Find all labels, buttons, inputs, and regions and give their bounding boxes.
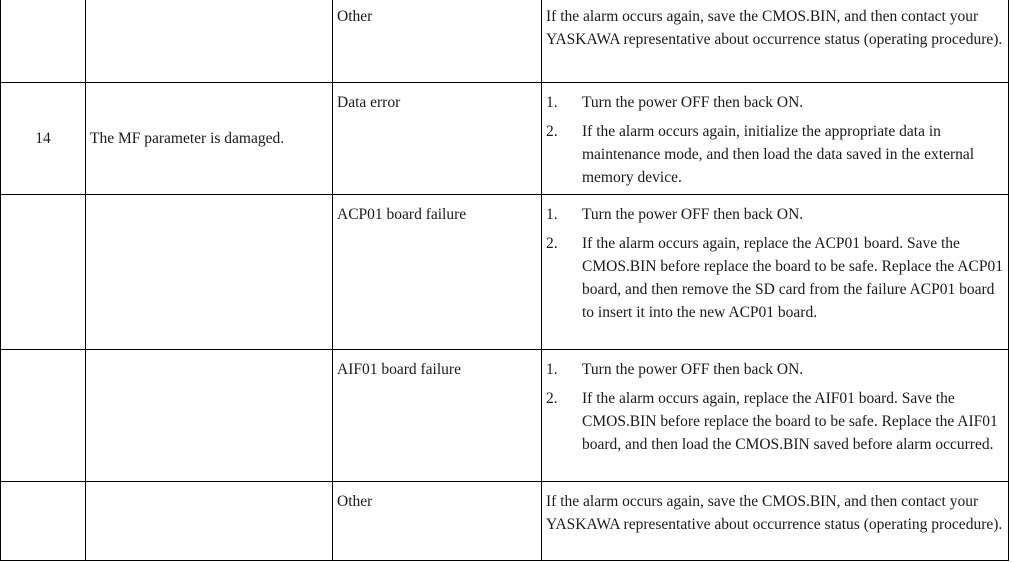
remedy-step [546, 91, 1004, 114]
alarm-cause-cell [86, 350, 333, 482]
remedy-step [546, 387, 1004, 456]
alarm-number-cell: 14 [1, 83, 86, 195]
remedy-step [546, 203, 1004, 226]
remedy-steps-cell [542, 195, 1009, 350]
remedy-step [546, 358, 1004, 381]
remedy-text-cell: If the alarm occurs again, save the CMOS.BIN, and then contact your YASKAWA representative about occurrence status (operating procedure). [542, 0, 1009, 83]
step-text: Turn the power OFF then back ON. [582, 206, 804, 223]
step-text: Turn the power OFF then back ON. [582, 94, 804, 111]
step-number: 2. [546, 235, 558, 252]
table-row [1, 83, 1009, 195]
step-text: If the alarm occurs again, initialize the appropriate data in maintenance mode, and then load the data saved in the external memory device. [582, 123, 975, 186]
step-number: 1. [546, 361, 558, 378]
table-row [1, 0, 1009, 83]
step-text: If the alarm occurs again, replace the ACP01 board. Save the CMOS.BIN before replace the board to be safe. Replace the ACP01 board, and then remove the SD card from the failure ACP01 board to insert it into the new ACP01 board. [582, 235, 1003, 321]
step-text: If the alarm occurs again, replace the AIF01 board. Save the CMOS.BIN before replace the board to be safe. Replace the AIF01 board, and then load the CMOS.BIN saved before alarm occurred. [582, 390, 998, 453]
alarm-number-cell [1, 350, 86, 482]
alarm-cause-cell [86, 195, 333, 350]
step-text: Turn the power OFF then back ON. [582, 361, 804, 378]
alarm-type-cell: AIF01 board failure [333, 350, 542, 482]
table-row [1, 350, 1009, 482]
table-row [1, 482, 1009, 561]
step-number: 2. [546, 123, 558, 140]
alarm-cause-cell [86, 0, 333, 83]
alarm-type-cell: Other [333, 482, 542, 561]
alarm-cause-cell [86, 482, 333, 561]
alarm-number-cell [1, 482, 86, 561]
remedy-text-cell: If the alarm occurs again, save the CMOS.BIN, and then contact your YASKAWA representative about occurrence status (operating procedure). [542, 482, 1009, 561]
step-number: 1. [546, 206, 558, 223]
step-number: 2. [546, 390, 558, 407]
alarm-cause-cell: The MF parameter is damaged. [86, 83, 333, 195]
table-row [1, 195, 1009, 350]
alarm-number-cell [1, 195, 86, 350]
remedy-steps-cell [542, 350, 1009, 482]
alarm-type-cell: Data error [333, 83, 542, 195]
alarm-type-cell: ACP01 board failure [333, 195, 542, 350]
remedy-step [546, 120, 1004, 189]
remedy-step [546, 232, 1004, 324]
alarm-number-cell [1, 0, 86, 83]
alarm-type-cell: Other [333, 0, 542, 83]
remedy-steps-cell [542, 83, 1009, 195]
step-number: 1. [546, 94, 558, 111]
